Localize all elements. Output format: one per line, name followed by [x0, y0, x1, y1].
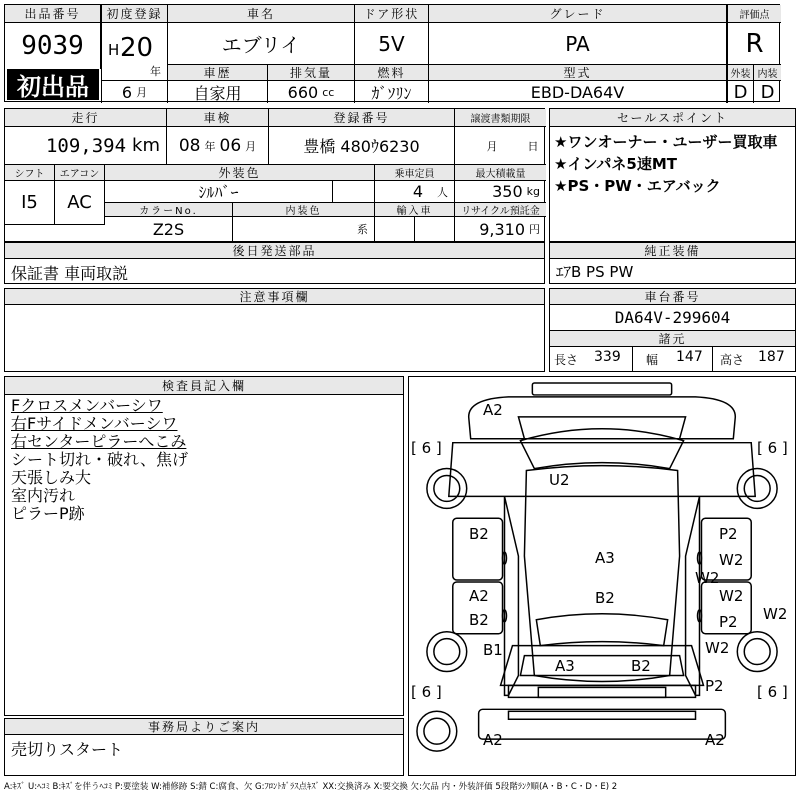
inspection-label: 車検 — [167, 109, 269, 127]
damage-mark: W2 — [719, 587, 744, 605]
equipment-label: 純正装備 — [550, 243, 795, 259]
sales-point-item: ★PS・PW・エアバック — [554, 177, 721, 195]
damage-mark: W2 — [719, 551, 744, 569]
width-label: 幅 — [646, 353, 659, 367]
inspector-note: ピラーP跡 — [11, 504, 85, 523]
era: H — [108, 41, 120, 59]
follow-parts-box — [4, 242, 545, 284]
damage-mark: A2 — [705, 731, 725, 749]
transfer-date: 月 日 — [455, 127, 546, 165]
car-name: エブリイ — [168, 23, 355, 65]
follow-parts-value: 保証書 車両取説 — [11, 264, 129, 283]
damage-mark: A2 — [483, 401, 503, 419]
damage-mark: B2 — [469, 525, 489, 543]
sales-point-list — [554, 131, 777, 197]
fuel-label: 燃料 — [355, 65, 429, 81]
grade: PA — [429, 23, 727, 65]
damage-mark: B1 — [483, 641, 503, 659]
chassis-number: DA64V-299604 — [550, 305, 795, 331]
ext-color-label: 外装色 — [105, 165, 375, 181]
import-aux — [415, 217, 455, 241]
inspector-box — [4, 376, 404, 716]
width: 147 — [676, 349, 703, 365]
damage-mark: P2 — [719, 613, 738, 631]
sales-point-item: ★ワンオーナー・ユーザー買取車 — [554, 133, 778, 151]
transfer-label: 譲渡書類期限 — [455, 109, 546, 127]
height: 187 — [758, 349, 785, 365]
equipment-value: ｴｱB PS PW — [556, 263, 634, 281]
import-label: 輸入車 — [375, 203, 455, 217]
inspector-note: 室内汚れ — [11, 486, 76, 505]
int-color: 系 — [233, 217, 375, 241]
year-unit: 年 — [150, 65, 161, 78]
damage-diagram — [408, 376, 796, 776]
tire-mark: [ 6 ] — [757, 439, 788, 457]
import — [375, 217, 415, 241]
caution-box — [4, 288, 545, 372]
ext-color-aux — [333, 181, 375, 203]
inspection: 08 年 06 月 — [167, 127, 269, 165]
displacement-label: 排気量 — [268, 65, 355, 81]
office-label: 事務局よりご案内 — [5, 719, 403, 735]
exterior-label: 外装 — [727, 65, 754, 81]
interior-score: D — [760, 81, 775, 103]
office-box — [4, 718, 404, 776]
car-outline — [409, 377, 795, 775]
damage-mark: U2 — [549, 471, 570, 489]
dims-label: 諸元 — [550, 331, 795, 347]
damage-mark: B2 — [595, 589, 615, 607]
first-reg-year — [102, 23, 168, 81]
length-label: 長さ — [554, 353, 579, 367]
ac: AC — [55, 181, 105, 225]
lot-no: 9039 — [5, 23, 101, 69]
damage-mark: B2 — [631, 657, 651, 675]
damage-mark: A2 — [469, 587, 489, 605]
chassis-label: 車台番号 — [550, 289, 795, 305]
reg-no: 豊橋 480ｳ6230 — [269, 127, 455, 165]
fuel: ｶﾞｿﾘﾝ — [355, 81, 429, 103]
first-reg-label: 初度登録 — [102, 5, 168, 23]
tire-mark: [ 6 ] — [757, 683, 788, 701]
sales-point-label: セールスポイント — [550, 109, 795, 127]
model: EBD-DA64V — [429, 81, 727, 103]
office-value: 売切りスタート — [11, 740, 124, 759]
recycle-label: リサイクル預託金 — [455, 203, 546, 217]
car-name-label: 車名 — [168, 5, 355, 23]
damage-mark: W2 — [705, 639, 730, 657]
reg-no-label: 登録番号 — [269, 109, 455, 127]
exterior-score: D — [727, 81, 754, 103]
equipment-box — [549, 242, 796, 284]
dims-row — [550, 347, 795, 371]
vehicle-details — [4, 108, 545, 242]
lot-no-label: 出品番号 — [5, 5, 101, 23]
tire-mark: [ 6 ] — [411, 439, 442, 457]
inspector-note: 右センターピラーへこみ — [11, 432, 187, 451]
int-color-label: 内装色 — [233, 203, 375, 217]
height-label: 高さ — [720, 353, 745, 367]
inspector-notes — [11, 397, 188, 523]
history-label: 車歴 — [168, 65, 268, 81]
tire-mark: [ 6 ] — [411, 683, 442, 701]
first-reg-month: 6 月 — [102, 81, 168, 103]
length: 339 — [594, 349, 621, 365]
capacity-label: 乗車定員 — [375, 165, 455, 181]
mileage: 109,394 km — [5, 127, 167, 165]
mileage-label: 走行 — [5, 109, 167, 127]
inspector-note: 右Fサイドメンバーシワ — [11, 414, 178, 433]
history: 自家用 — [168, 81, 268, 103]
door: 5V — [355, 23, 429, 65]
model-label: 型式 — [429, 65, 727, 81]
max-load: 350 kg — [455, 181, 546, 203]
year: 20 — [120, 33, 154, 63]
grade-label: グレード — [429, 5, 727, 23]
legend: A:ｷｽﾞ U:ﾍｺﾐ B:ｷｽﾞを伴うﾍｺﾐ P:要塗装 W:補修跡 S:錆 C:腐食、欠 G:ﾌﾛﾝﾄｶﾞﾗｽ点ｷｽﾞ XX:交換済み X:要交換 欠:欠品 内・外装評価 5段階ﾗﾝｸ順(A・B・C・D・E) 2 — [4, 782, 618, 792]
chassis-box — [549, 288, 796, 372]
capacity: 4 人 — [375, 181, 455, 203]
ac-label: エアコン — [55, 165, 105, 181]
damage-mark: A3 — [595, 549, 615, 567]
interior-label: 内装 — [754, 65, 781, 81]
score-label: 評価点 — [727, 5, 781, 23]
damage-mark: W2 — [695, 569, 720, 587]
damage-mark: W2 — [763, 605, 788, 623]
first-listing-badge: 初出品 — [7, 69, 99, 100]
caution-label: 注意事項欄 — [5, 289, 544, 305]
sales-point-item: ★インパネ5速MT — [554, 155, 677, 173]
color-no: Z2S — [105, 217, 233, 241]
displacement: 660 cc — [268, 81, 355, 103]
damage-mark: A2 — [483, 731, 503, 749]
damage-mark: B2 — [469, 611, 489, 629]
sales-point-box — [549, 108, 796, 242]
inspector-label: 検査員記入欄 — [5, 377, 403, 395]
damage-mark: P2 — [719, 525, 738, 543]
max-load-label: 最大積載量 — [455, 165, 546, 181]
color-no-label: カラーNo. — [105, 203, 233, 217]
damage-mark: P2 — [705, 677, 724, 695]
shift: I5 — [5, 181, 55, 225]
inspector-note: Fクロスメンバーシワ — [11, 396, 163, 415]
vehicle-header — [4, 4, 780, 102]
inspector-note: シート切れ・破れ、焦げ — [11, 450, 188, 469]
door-label: ドア形状 — [355, 5, 429, 23]
score: R — [727, 23, 781, 65]
recycle: 9,310 円 — [479, 219, 540, 239]
follow-parts-label: 後日発送部品 — [5, 243, 544, 259]
inspector-note: 天張しみ大 — [11, 468, 92, 487]
ext-color: ｼﾙﾊﾞｰ — [105, 181, 333, 203]
shift-label: シフト — [5, 165, 55, 181]
damage-mark: A3 — [555, 657, 575, 675]
